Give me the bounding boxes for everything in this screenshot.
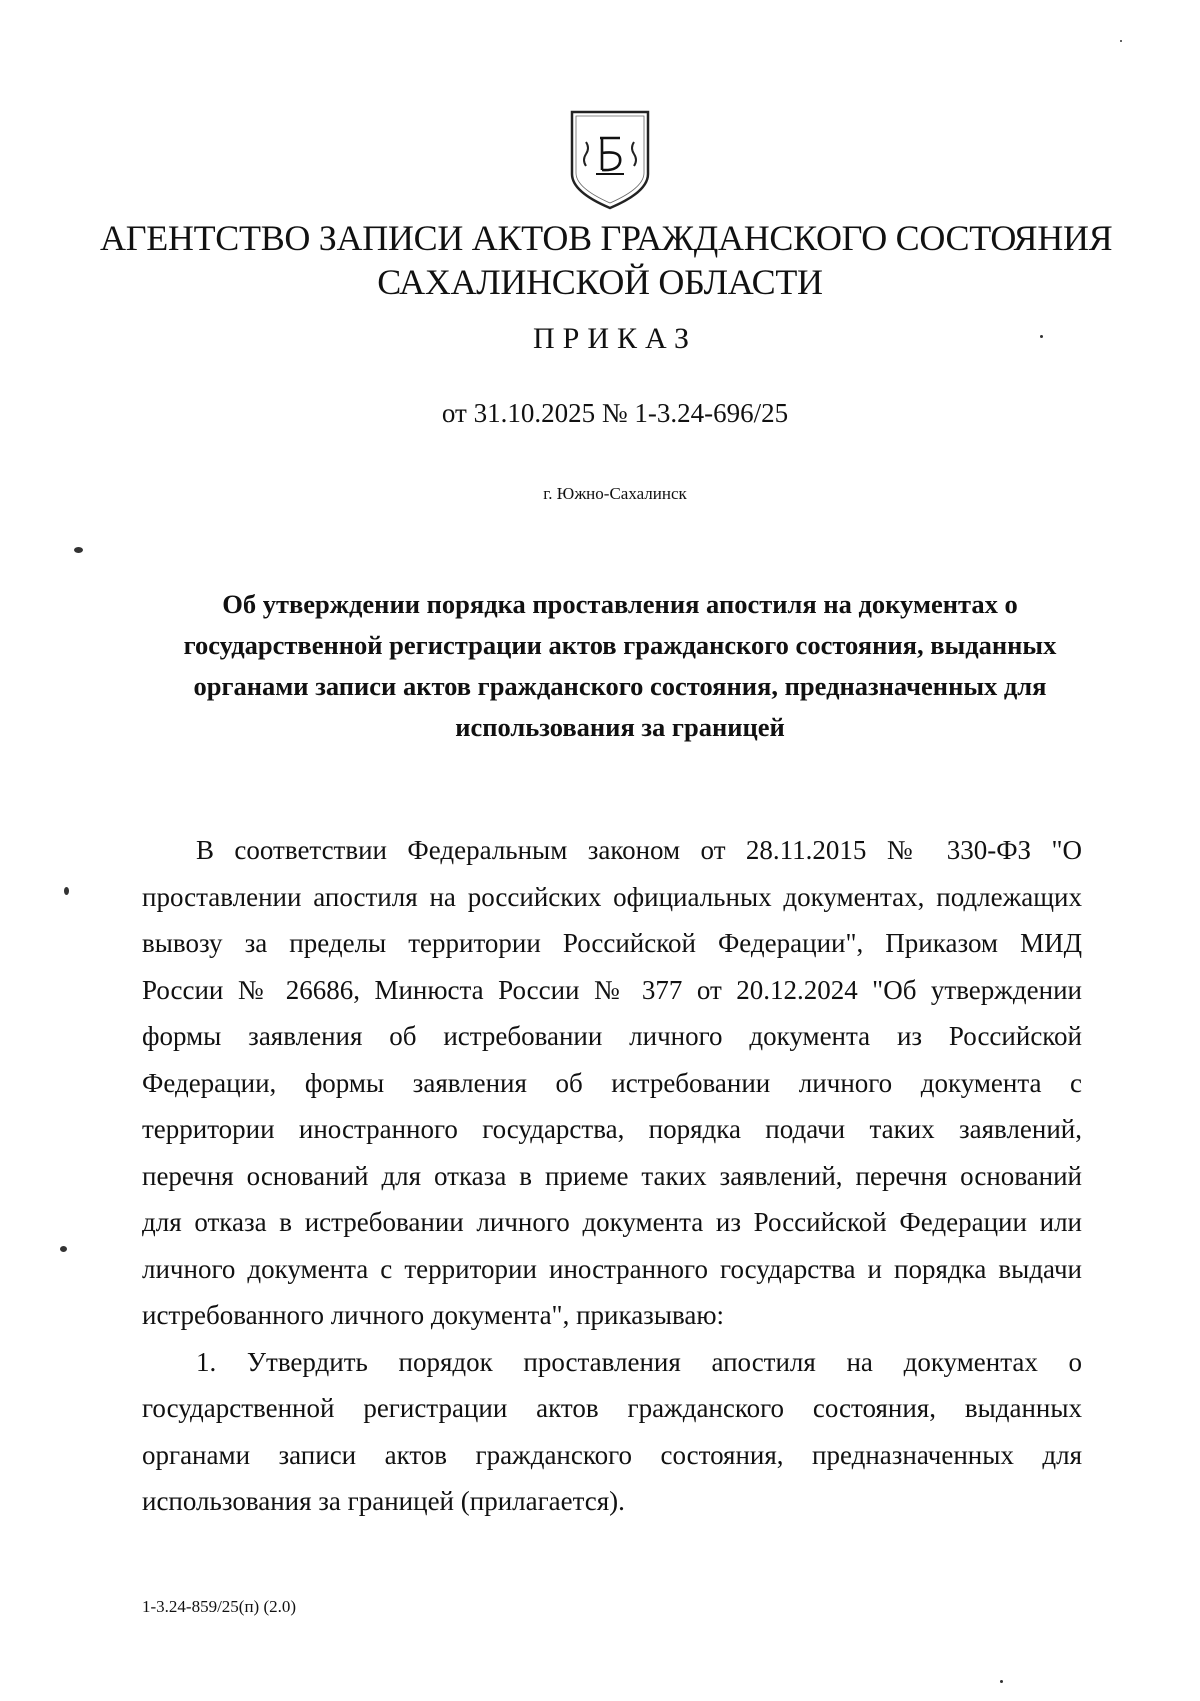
body-line: использования за границей (прилагается). (142, 1486, 625, 1516)
body-line: 1. Утвердить порядок проставления апостиля на документах о (196, 1346, 1082, 1377)
scan-speck (1040, 335, 1043, 338)
body-line: России № 26686, Минюста России № 377 от 20.12.2024 "Об утверждении (142, 974, 1082, 1005)
agency-name (100, 216, 1113, 304)
scan-speck (1120, 40, 1122, 42)
scan-speck (1000, 1680, 1003, 1683)
body-line: личного документа с территории иностранного государства и порядка выдачи (142, 1253, 1082, 1284)
body-line: территории иностранного государства, порядка подачи таких заявлений, (142, 1114, 1082, 1144)
body-line: для отказа в истребовании личного документа из Российской Федерации или (142, 1207, 1082, 1237)
order-subject (140, 584, 1100, 748)
body-line: В соответствии Федеральным законом от 28.11.2015 № 330-ФЗ "О (196, 835, 1082, 865)
body-line: государственной регистрации актов гражданского состояния, выданных (142, 1393, 1082, 1423)
scan-speck (60, 1246, 67, 1252)
body-line: Федерации, формы заявления об истребовании личного документа с (142, 1067, 1082, 1098)
subject-line: органами записи актов гражданского состояния, предназначенных для (193, 671, 1047, 701)
body-line: формы заявления об истребовании личного документа из Российской (142, 1021, 1082, 1051)
subject-line: Об утверждении порядка проставления апостиля на документах о (222, 589, 1018, 619)
subject-line: использования за границей (455, 712, 785, 742)
agency-name-line-1: АГЕНТСТВО ЗАПИСИ АКТОВ ГРАЖДАНСКОГО СОСТОЯНИЯ (100, 218, 1113, 258)
body-line: органами записи актов гражданского состояния, предназначенных для (142, 1439, 1082, 1470)
scan-speck (64, 887, 69, 895)
subject-line: государственной регистрации актов гражданского состояния, выданных (183, 630, 1057, 660)
body-line: перечня оснований для отказа в приеме таких заявлений, перечня оснований (142, 1160, 1082, 1191)
document-code: 1-3.24-859/25(п) (2.0) (142, 1597, 297, 1616)
body-line: проставлении апостиля на российских официальных документах, подлежащих (142, 881, 1082, 912)
order-body (142, 827, 1082, 1525)
city-name: г. Южно-Сахалинск (543, 484, 687, 503)
scan-speck (74, 547, 83, 553)
body-line: истребованного личного документа", приказываю: (142, 1300, 725, 1330)
coat-of-arms-icon (566, 108, 654, 212)
document-type-title: ПРИКАЗ (533, 322, 697, 355)
order-date-number: от 31.10.2025 № 1-3.24-696/25 (441, 398, 789, 428)
agency-name-line-2: САХАЛИНСКОЙ ОБЛАСТИ (377, 262, 823, 302)
body-line: вывозу за пределы территории Российской Федерации", Приказом МИД (142, 928, 1082, 958)
